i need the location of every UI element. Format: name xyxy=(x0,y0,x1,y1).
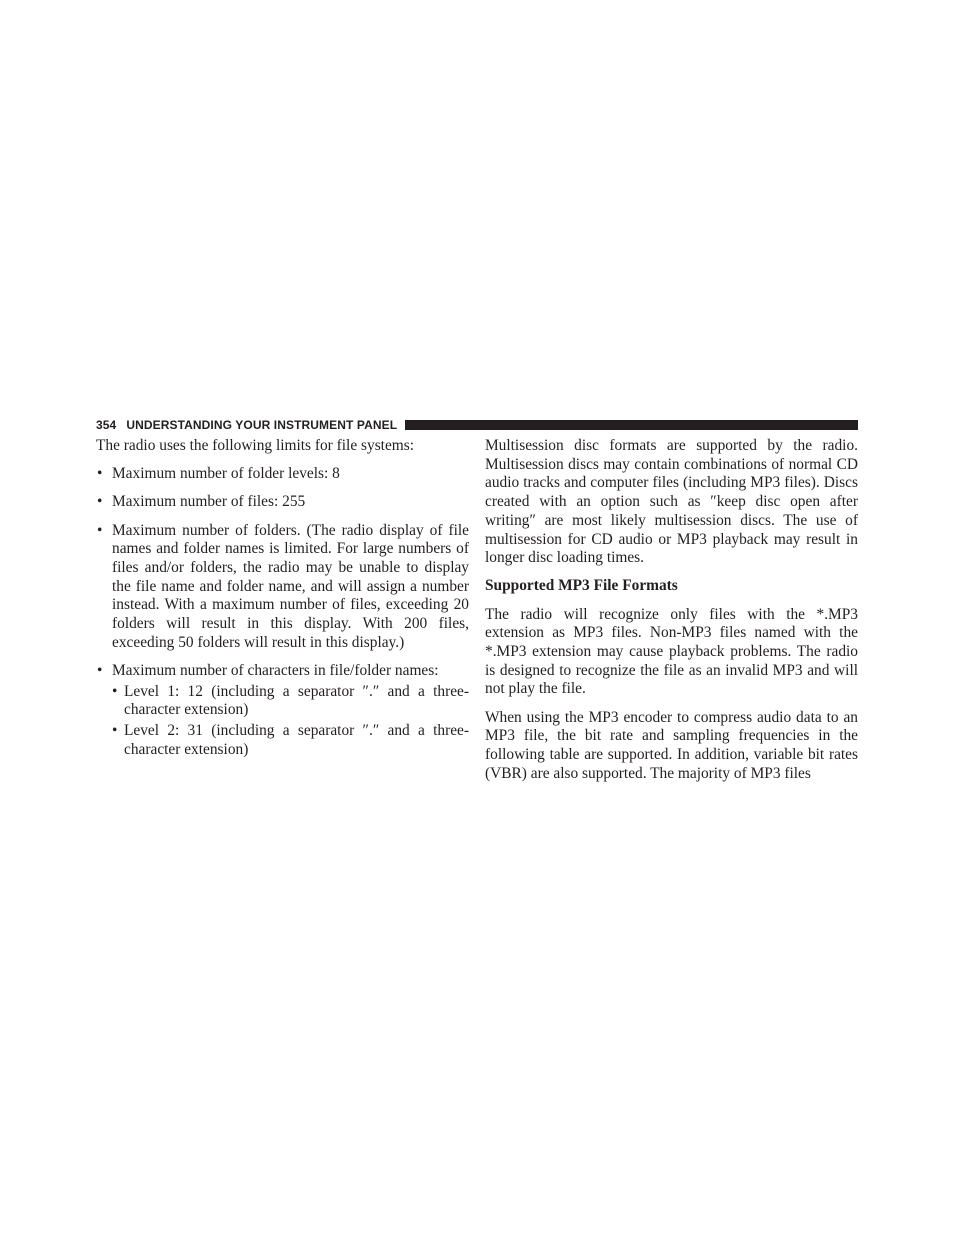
bullet-icon: • xyxy=(112,682,118,700)
bullet-icon: • xyxy=(97,493,103,511)
mp3-extension-paragraph: The radio will recognize only files with the *.MP3 extension as MP3 files. Non-MP3 files named with the *.MP3 extension may cause playback problems. The radio is designed to recognize the file as an invalid MP3 and will not play the file. xyxy=(485,605,858,698)
encoder-paragraph: When using the MP3 encoder to compress audio data to an MP3 file, the bit rate and sampling frequencies in the following table are supported. In addition, variable bit rates (VBR) are also supported. The majority of MP3 files xyxy=(485,708,858,782)
page-number: 354 xyxy=(96,418,117,432)
name-length-sublist xyxy=(112,683,469,760)
list-item xyxy=(96,493,469,512)
left-column xyxy=(96,437,469,769)
section-heading: Supported MP3 File Formats xyxy=(485,577,678,595)
list-item xyxy=(96,465,469,484)
multisession-paragraph: Multisession disc formats are supported by the radio. Multisession discs may contain combinations of normal CD audio tracks and computer files (including MP3 files). Discs created with an option such as ″keep disc open after writing″ are most likely multisession discs. The use of multisession for CD audio or MP3 playback may result in longer disc loading times. xyxy=(485,437,858,567)
right-column xyxy=(485,437,858,793)
bullet-icon: • xyxy=(97,662,103,680)
sub-list-item-text: Level 1: 12 (including a separator ″.″ and a three-character extension) xyxy=(124,682,469,719)
file-limits-list xyxy=(96,465,469,759)
list-item-text: Maximum number of folder levels: 8 xyxy=(112,465,340,483)
page-header xyxy=(96,416,858,434)
list-item-text: Maximum number of files: 255 xyxy=(112,493,306,511)
bullet-icon: • xyxy=(97,521,103,539)
intro-paragraph: The radio uses the following limits for file systems: xyxy=(96,437,415,454)
list-item-text: Maximum number of characters in file/folder names: xyxy=(112,662,439,680)
list-item xyxy=(96,522,469,653)
sub-list-item xyxy=(112,722,469,759)
sub-list-item-text: Level 2: 31 (including a separator ″.″ and a three-character extension) xyxy=(124,722,469,758)
bullet-icon: • xyxy=(97,465,103,483)
list-item-text: Maximum number of folders. (The radio display of file names and folder names is limited. For large numbers of files and/or folders, the radio may be unable to display the file name and folder name, and will assign a number instead. With a maximum number of files, exceeding 20 folders will result in this display. With 200 files, exceeding 50 folders will result in this display.) xyxy=(112,521,469,651)
sub-list-item xyxy=(112,683,469,720)
bullet-icon: • xyxy=(112,722,118,740)
section-title: UNDERSTANDING YOUR INSTRUMENT PANEL xyxy=(126,418,398,432)
list-item xyxy=(96,662,469,760)
header-rule xyxy=(405,420,858,430)
